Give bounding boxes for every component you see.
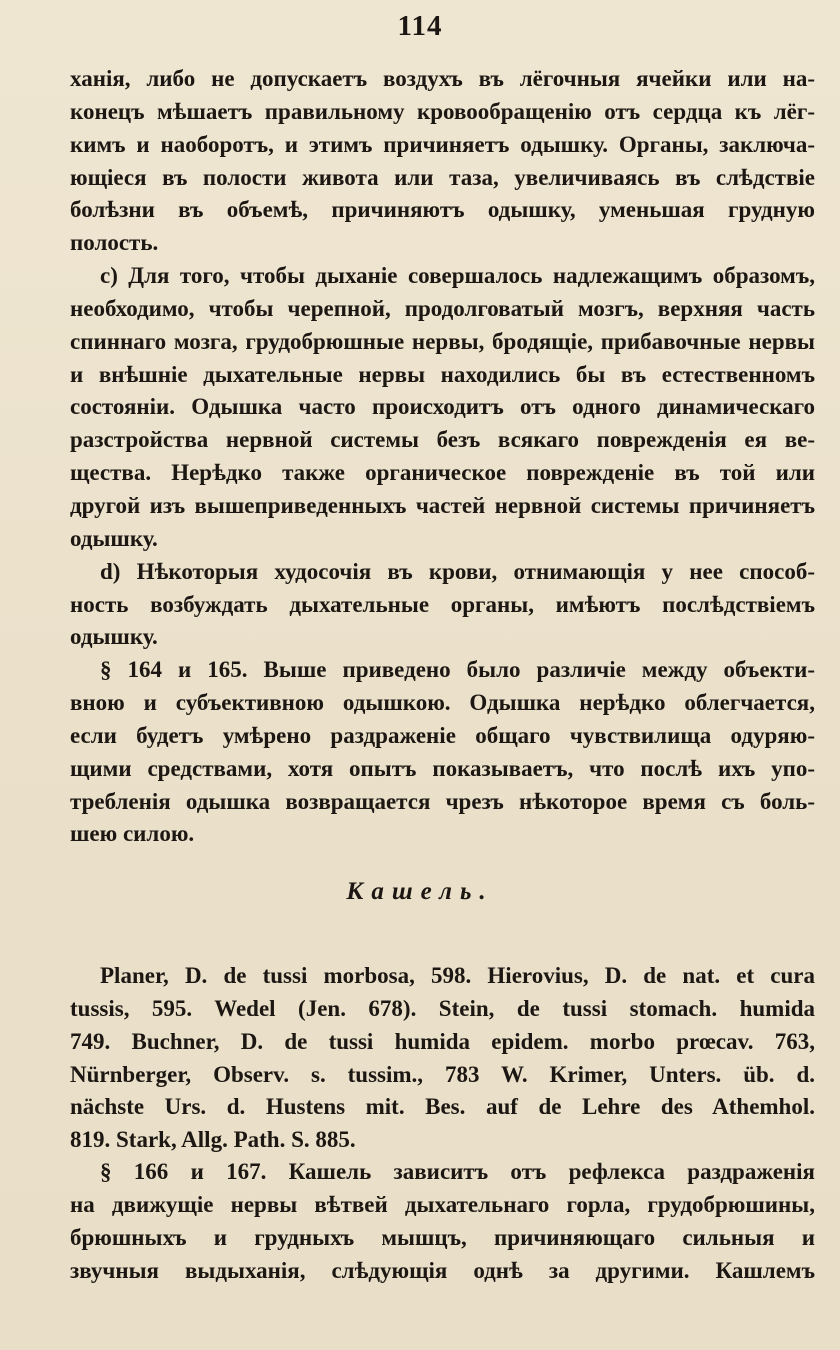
text-line: d) Нѣкоторыя худосочія въ крови, отнимающія у нее способ- <box>100 558 815 584</box>
text-line: кимъ и наоборотъ, и этимъ причиняетъ одышку. Органы, заключа- <box>70 131 815 157</box>
bibliography-line: tussis, 595. Wedel (Jen. 678). Stein, de tussi stomach. humida <box>70 995 815 1021</box>
text-line: щества. Нерѣдко также органическое поврежденіе въ той или <box>70 460 815 486</box>
text-line: необходимо, чтобы черепной, продолговатый мозгъ, верхняя часть <box>70 295 815 321</box>
text-line: другой изъ вышеприведенныхъ частей нервной системы причиняетъ <box>70 492 815 518</box>
page-number: 114 <box>397 10 443 42</box>
text-line: разстройства нервной системы безъ всякаго поврежденія ея ве- <box>70 427 815 453</box>
text-line: болѣзни въ объемѣ, причиняютъ одышку, уменьшая грудную <box>70 197 815 223</box>
bibliography-line: 749. Buchner, D. de tussi humida epidem. morbo prœcav. 763, <box>70 1028 815 1054</box>
paragraph-c <box>70 260 815 556</box>
bibliography-line: 819. Stark, Allg. Path. S. 885. <box>70 1127 356 1153</box>
text-line: состояніи. Одышка часто происходитъ отъ одного динамическаго <box>70 394 815 420</box>
text-line: на движущіе нервы вѣтвей дыхательнаго горла, грудобрюшины, <box>70 1191 815 1217</box>
text-line: § 166 и 167. Кашель зависитъ отъ рефлекса раздраженія <box>100 1159 815 1184</box>
text-line: полость. <box>70 230 159 256</box>
text-line: конецъ мѣшаетъ правильному кровообращенію отъ сердца къ лёг- <box>70 98 815 124</box>
text-line: ющіеся въ полости живота или таза, увеличиваясь въ слѣдствіе <box>70 164 815 190</box>
text-line: § 164 и 165. Выше приведено было различіе между объекти- <box>100 657 815 683</box>
paragraph-section-166 <box>70 1156 815 1287</box>
text-line: звучныя выдыханія, слѣдующія однѣ за другими. Кашлемъ <box>70 1257 815 1283</box>
bibliography-block <box>70 960 815 1157</box>
text-line: одышку. <box>70 525 158 551</box>
text-line: c) Для того, чтобы дыханіе совершалось надлежащимъ образомъ, <box>100 263 815 289</box>
text-line: требленія одышка возвращается чрезъ нѣкоторое время съ боль- <box>70 788 815 814</box>
text-line: брюшныхъ и грудныхъ мышцъ, причиняющаго сильныя и <box>70 1224 815 1250</box>
bibliography-line: Nürnberger, Observ. s. tussim., 783 W. Krimer, Unters. üb. d. <box>70 1061 815 1087</box>
text-line: одышку. <box>70 624 158 650</box>
text-line: щими средствами, хотя опытъ показываетъ, что послѣ ихъ упо- <box>70 755 815 781</box>
text-line: ность возбуждать дыхательные органы, имѣютъ послѣдствіемъ <box>70 591 815 617</box>
text-line: вною и субъективною одышкою. Одышка нерѣдко облегчается, <box>70 690 815 716</box>
paragraph-continuation <box>70 63 815 260</box>
paragraph-d <box>70 556 815 655</box>
bibliography-line: nächste Urs. d. Hustens mit. Bes. auf de Lehre des Athemhol. <box>70 1094 815 1120</box>
text-line: если будетъ умѣрено раздраженіе общаго чувствилища одуряю- <box>70 722 815 748</box>
main-text-block <box>70 63 815 851</box>
bibliography-line: Planer, D. de tussi morbosa, 598. Hierovius, D. de nat. et cura <box>100 963 815 988</box>
text-line: спиннаго мозга, грудобрюшные нервы, бродящіе, прибавочные нервы <box>70 328 815 354</box>
text-line: ханія, либо не допускаетъ воздухъ въ лёгочныя ячейки или на- <box>70 66 815 91</box>
paragraph-section-164 <box>70 654 815 851</box>
text-line: шею силою. <box>70 821 195 847</box>
section-heading: Кашель. <box>346 878 494 905</box>
text-line: и внѣшніе дыхательные нервы находились бы въ естественномъ <box>70 361 815 387</box>
